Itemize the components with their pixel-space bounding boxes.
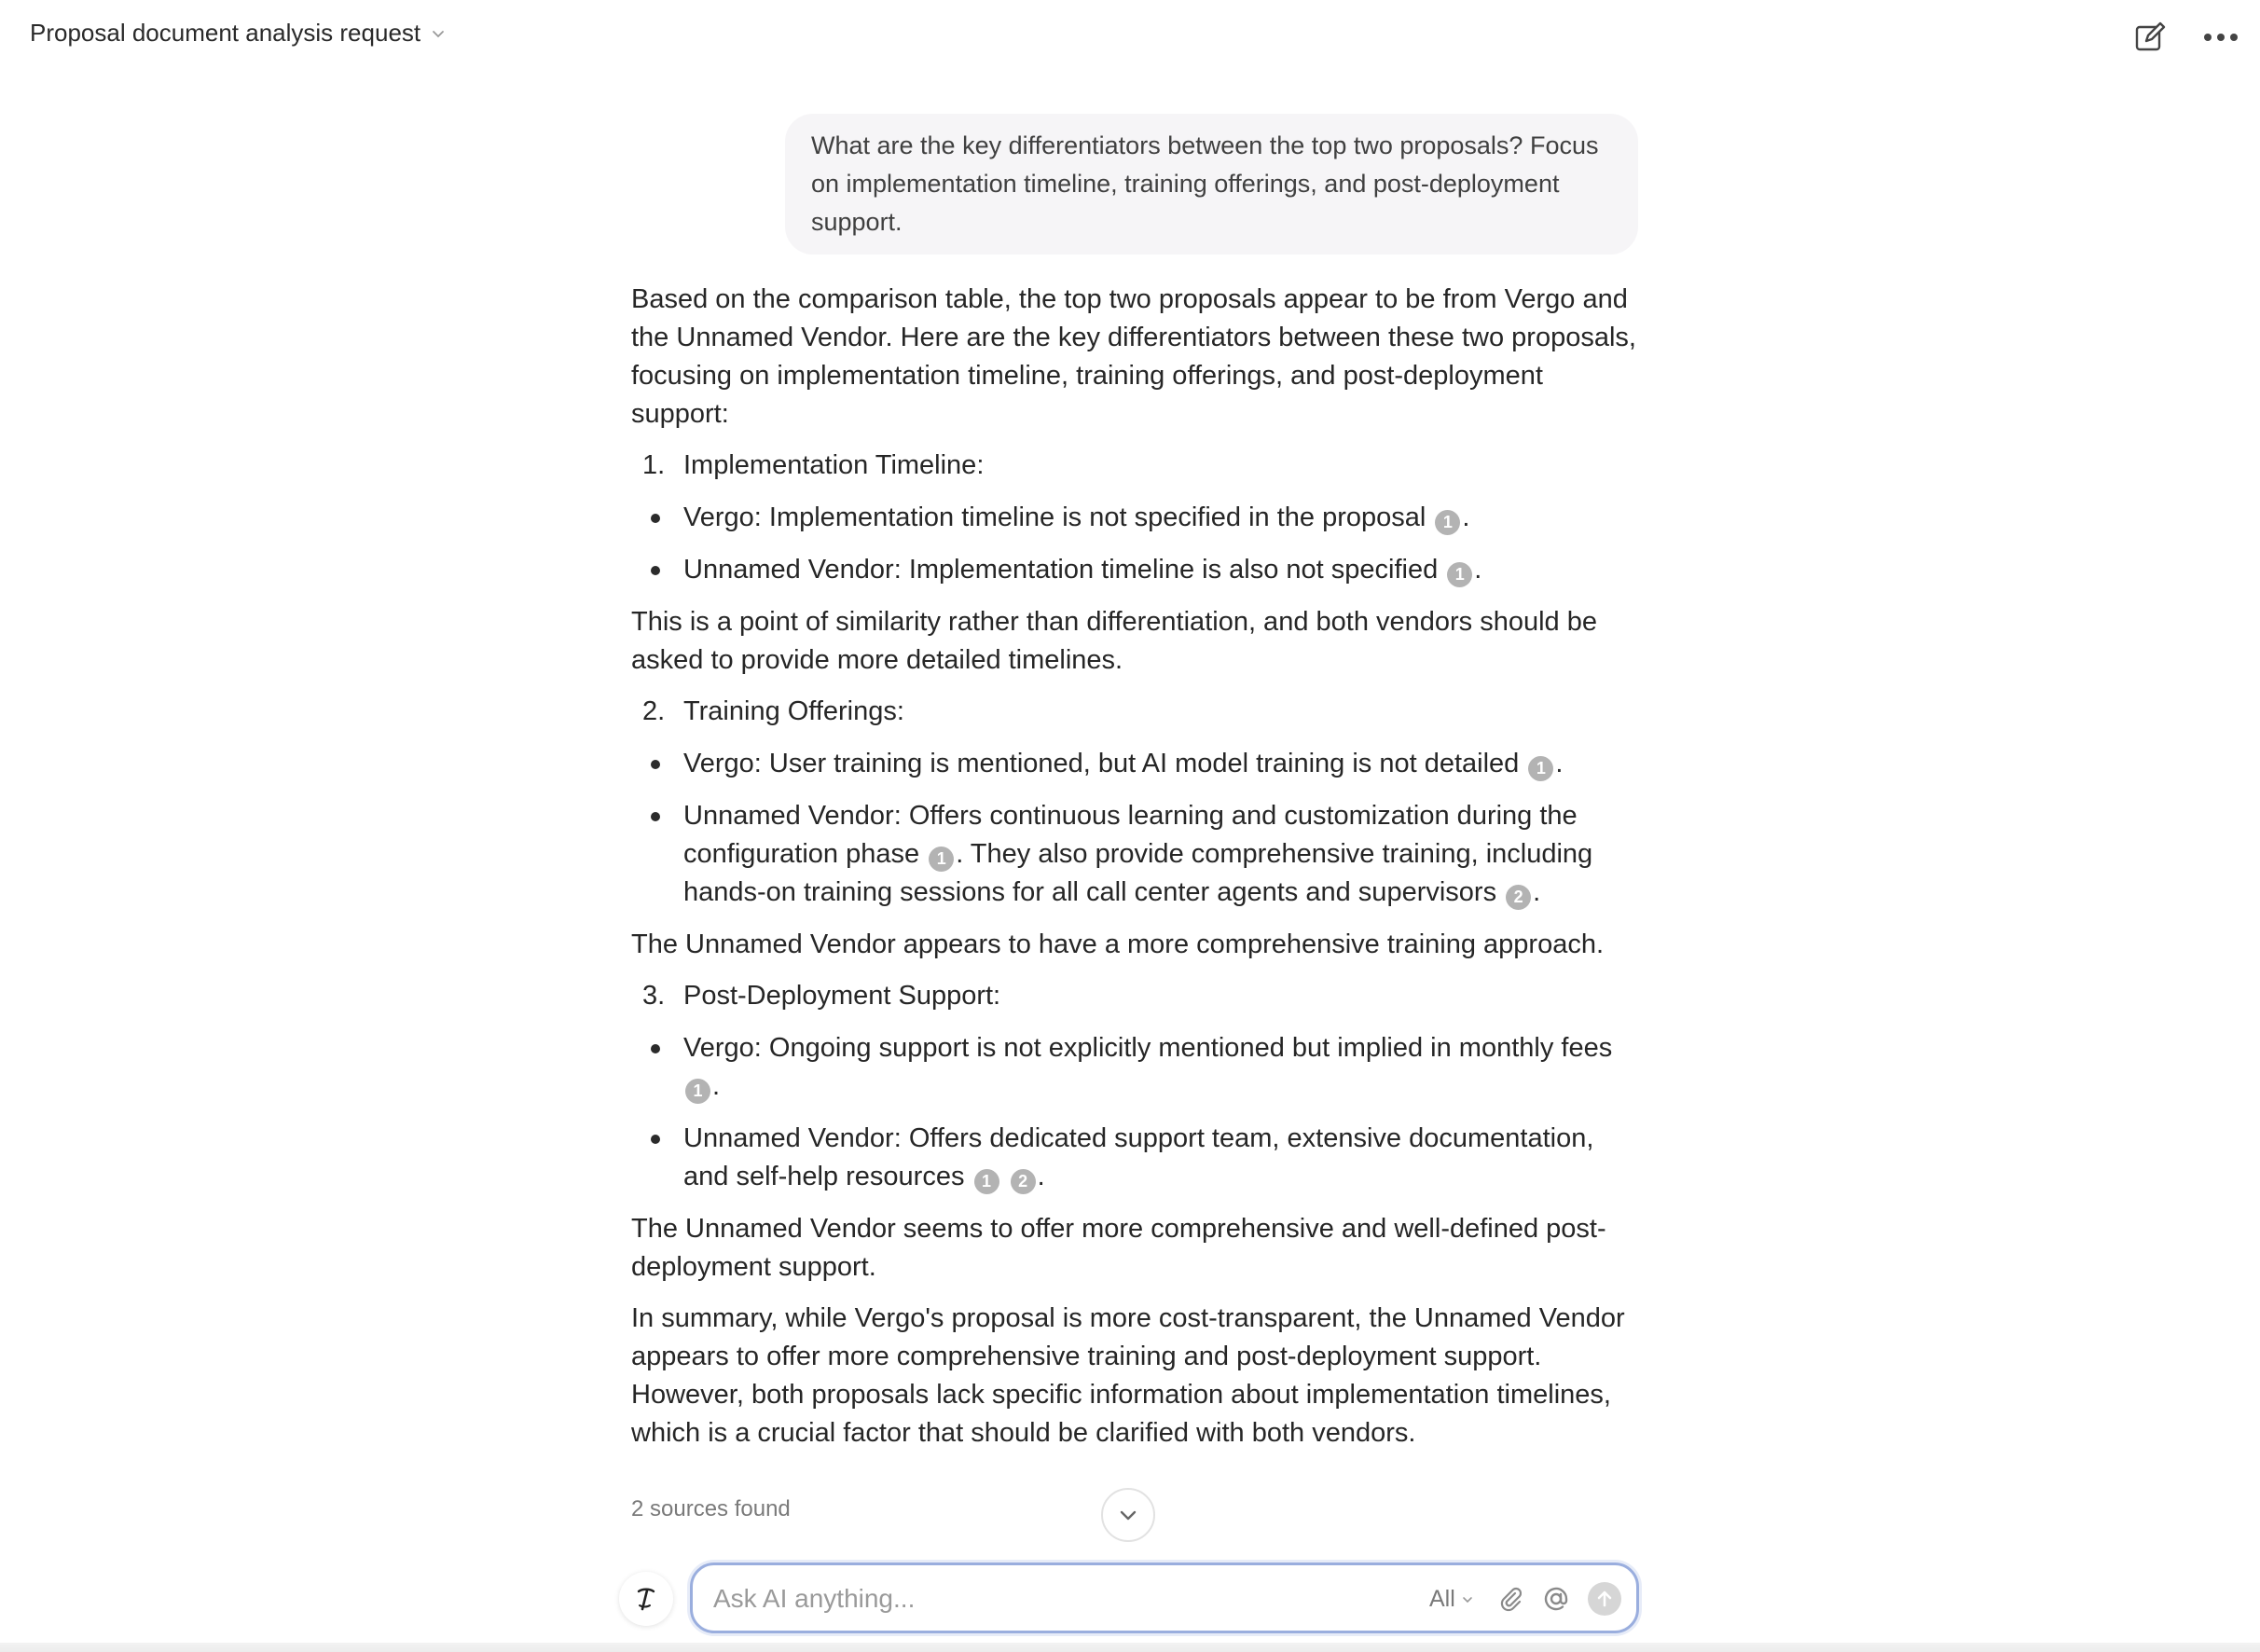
citation-badge[interactable]: 1 [685,1079,710,1104]
bullet-dot [631,1120,683,1196]
more-horizontal-icon[interactable] [2202,19,2239,56]
list-item: Unnamed Vendor: Offers dedicated support team, extensive documentation, and self-help resources 1 2 . [631,1120,1638,1196]
chevron-down-icon [1116,1503,1140,1527]
sources-found-toggle[interactable]: 2 sources found [631,1496,791,1521]
bullet-dot [631,551,683,589]
bullet-dot [631,1029,683,1106]
list-item: Vergo: Ongoing support is not explicitly mentioned but implied in monthly fees 1 . [631,1029,1638,1106]
scope-selector[interactable] [1429,1586,1474,1613]
message-composer [690,1563,1639,1633]
citation-badge[interactable]: 1 [929,847,954,872]
ask-ai-input[interactable] [713,1578,1385,1619]
compose-icon[interactable] [2131,19,2169,56]
mention-icon[interactable] [1539,1582,1573,1616]
bullet-dot [631,745,683,783]
citation-badge[interactable]: 1 [1435,510,1460,535]
chevron-down-icon [1461,1593,1474,1606]
chevron-down-icon [430,25,447,42]
section-conclusion: The Unnamed Vendor appears to have a more comprehensive training approach. [631,929,1605,959]
top-bar [0,0,2260,75]
bullet-dot [631,499,683,537]
citation-badge[interactable]: 1 [974,1169,999,1194]
assistant-avatar [619,1572,673,1626]
send-button[interactable] [1588,1582,1621,1616]
citation-badge[interactable]: 2 [1506,885,1531,910]
assistant-logo-icon [630,1583,662,1615]
arrow-up-icon [1594,1589,1615,1609]
user-message: What are the key differentiators between the top two proposals? Focus on implementation timeline, training offerings, and post-deployment support. [785,114,1638,255]
section-heading: 2. Training Offerings: [642,696,904,726]
citation-badge[interactable]: 1 [1528,756,1553,781]
conversation-title-dropdown[interactable] [30,19,447,48]
window-bottom-edge [0,1643,2260,1652]
citation-badge[interactable]: 1 [1447,562,1472,587]
list-item: Vergo: User training is mentioned, but AI model training is not detailed 1 . [631,745,1638,783]
assistant-answer [631,281,1638,1528]
citation-badge[interactable]: 2 [1011,1169,1036,1194]
list-item: Unnamed Vendor: Offers continuous learning and customization during the configuration phase 1 . They also provide comprehensive training, including hands-on training sessions for all call center agents and supervisors 2 . [631,797,1638,912]
list-item: Unnamed Vendor: Implementation timeline is also not specified 1 . [631,551,1638,589]
answer-summary: In summary, while Vergo's proposal is more cost-transparent, the Unnamed Vendor appears to offer more comprehensive training and post-deployment support. However, both proposals lack specific information about implementation timelines, which is a crucial factor that should be clarified with both vendors. [631,1303,1625,1448]
conversation-title: Proposal document analysis request [30,19,421,47]
section-heading: 1. Implementation Timeline: [642,450,985,480]
answer-intro: Based on the comparison table, the top two proposals appear to be from Vergo and the Unnamed Vendor. Here are the key differentiators between these two proposals, focusing on implementation timeline, training offerings, and post-deployment support: [631,284,1636,429]
section-conclusion: This is a point of similarity rather than differentiation, and both vendors should be asked to provide more detailed timelines. [631,607,1597,675]
bullet-dot [631,797,683,912]
attach-icon[interactable] [1495,1582,1528,1616]
chat-thread [631,114,1638,1528]
scroll-to-bottom-button[interactable] [1101,1488,1155,1542]
list-item: Vergo: Implementation timeline is not specified in the proposal 1 . [631,499,1638,537]
section-conclusion: The Unnamed Vendor seems to offer more comprehensive and well-defined post-deployment support. [631,1214,1606,1282]
scope-value: All [1429,1586,1455,1612]
section-heading: 3. Post-Deployment Support: [642,981,1001,1011]
